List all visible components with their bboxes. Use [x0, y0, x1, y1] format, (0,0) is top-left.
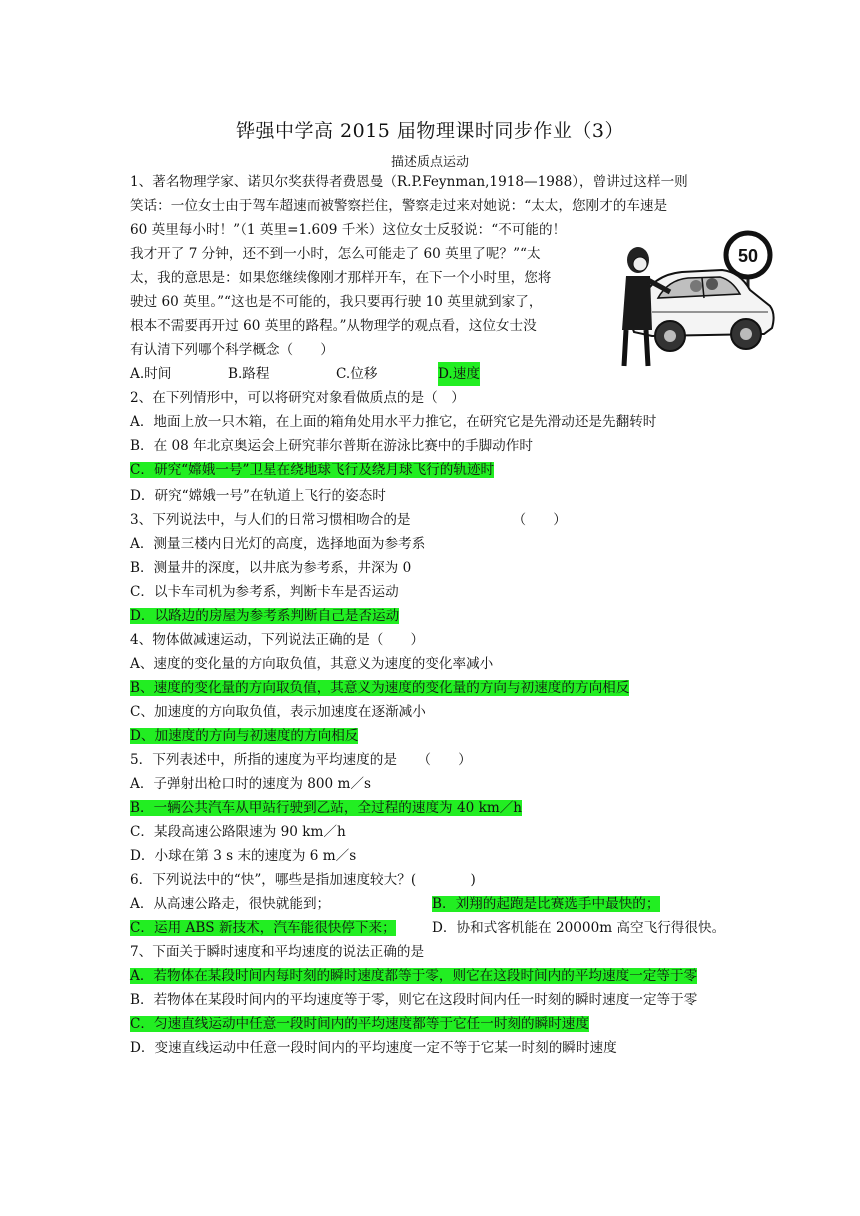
q2-option-d: D．研究“嫦娥一号”在轨道上飞行的姿态时	[130, 488, 386, 504]
q5-stem: 5．下列表述中，所指的速度为平均速度的是 （ ）	[130, 752, 472, 768]
q1-line: 笑话：一位女士由于驾车超速而被警察拦住，警察走过来对她说：“太太，您刚才的车速是	[130, 198, 668, 214]
q3-stem: 3、下列说法中，与人们的日常习惯相吻合的是 （ ）	[130, 512, 567, 528]
q6-option-a: A．从高速公路走，很快就能到；	[130, 896, 331, 912]
q4-stem: 4、物体做减速运动，下列说法正确的是（ ）	[130, 632, 425, 648]
q3-option-b: B．测量井的深度，以井底为参考系，井深为 0	[130, 560, 412, 576]
q6-options-row-1	[130, 892, 732, 916]
q7-option-b: B．若物体在某段时间内的平均速度等于零，则它在这段时间内任一时刻的瞬时速度一定等于零	[130, 992, 698, 1008]
q1-line: 驶过 60 英里。”“这也是不可能的，我只要再行驶 10 英里就到家了，	[130, 294, 543, 310]
q4-option-a: A、速度的变化量的方向取负值，其意义为速度的变化率减小	[130, 656, 494, 672]
q5-option-c: C．某段高速公路限速为 90 km／h	[130, 824, 346, 840]
q7-option-c-answer: C．匀速直线运动中任意一段时间内的平均速度都等于它任一时刻的瞬时速度	[130, 1016, 589, 1032]
q1-options	[130, 362, 732, 386]
page-subtitle: 描述质点运动	[390, 155, 469, 170]
q1-option-b: B.路程	[228, 366, 270, 382]
q4-option-c: C、加速度的方向取负值，表示加速度在逐渐减小	[130, 704, 426, 720]
q2-stem: 2、在下列情形中，可以将研究对象看做质点的是（ ）	[130, 390, 465, 406]
q7-option-d: D．变速直线运动中任意一段时间内的平均速度一定不等于它某一时刻的瞬时速度	[130, 1040, 617, 1056]
q6-options-row-2	[130, 916, 732, 940]
speed-sign-label: 50	[737, 246, 759, 266]
q1-option-c: C.位移	[336, 366, 378, 382]
q5-option-d: D．小球在第 3 s 末的速度为 6 m／s	[130, 848, 357, 864]
q6-stem: 6．下列说法中的“快”，哪些是指加速度较大？( )	[130, 872, 476, 888]
page-title: 铧强中学高 2015 届物理课时同步作业（3）	[235, 120, 625, 142]
q6-option-d: D．协和式客机能在 20000m 高空飞行得很快。	[432, 920, 726, 936]
q7-stem: 7、下面关于瞬时速度和平均速度的说法正确的是	[130, 944, 425, 960]
q2-option-b: B．在 08 年北京奥运会上研究菲尔普斯在游泳比赛中的手脚动作时	[130, 438, 533, 454]
q5-option-b-answer: B．一辆公共汽车从甲站行驶到乙站，全过程的速度为 40 km／h	[130, 800, 523, 816]
worksheet-body	[130, 170, 732, 1060]
q3-option-a: A．测量三楼内日光灯的高度，选择地面为参考系	[130, 536, 426, 552]
q1-line: 有认清下列哪个科学概念（ ）	[130, 342, 334, 358]
q1-line: 1、著名物理学家、诺贝尔奖获得者费恩曼（R.P.Feynman,1918—1988），曾讲过这样一则	[130, 174, 688, 190]
q1-option-a: A.时间	[130, 366, 172, 382]
q5-option-a: A．子弹射出枪口时的速度为 800 m／s	[130, 776, 371, 792]
q4-option-d-answer: D、加速度的方向与初速度的方向相反	[130, 728, 359, 744]
q3-option-c: C．以卡车司机为参考系，判断卡车是否运动	[130, 584, 399, 600]
q6-option-c-answer: C．运用 ABS 新技术，汽车能很快停下来；	[130, 920, 396, 936]
q2-option-c-answer: C．研究“嫦娥一号”卫星在绕地球飞行及绕月球飞行的轨迹时	[130, 462, 495, 478]
q6-option-b-answer: B．刘翔的起跑是比赛选手中最快的；	[432, 896, 660, 912]
q1-line: 根本不需要再开过 60 英里的路程。”从物理学的观点看，这位女士没	[130, 318, 537, 334]
q1-line: 我才开了 7 分钟，还不到一小时，怎么可能走了 60 英里了呢？”“太	[130, 246, 541, 262]
q1-option-d-answer: D.速度	[438, 362, 480, 386]
q1-line: 60 英里每小时！”（1 英里=1.609 千米）这位女士反驳说：“不可能的！	[130, 222, 567, 238]
q3-option-d-answer: D．以路边的房屋为参考系判断自己是否运动	[130, 608, 400, 624]
q1-line: 太，我的意思是：如果您继续像刚才那样开车，在下一个小时里，您将	[130, 270, 552, 286]
q2-option-a: A．地面上放一只木箱，在上面的箱角处用水平力推它，在研究它是先滑动还是先翻转时	[130, 414, 657, 430]
q7-option-a-answer: A．若物体在某段时间内每时刻的瞬时速度都等于零，则它在这段时间内的平均速度一定等于零	[130, 968, 698, 984]
q4-option-b-answer: B、速度的变化量的方向取负值，其意义为速度的变化量的方向与初速度的方向相反	[130, 680, 630, 696]
